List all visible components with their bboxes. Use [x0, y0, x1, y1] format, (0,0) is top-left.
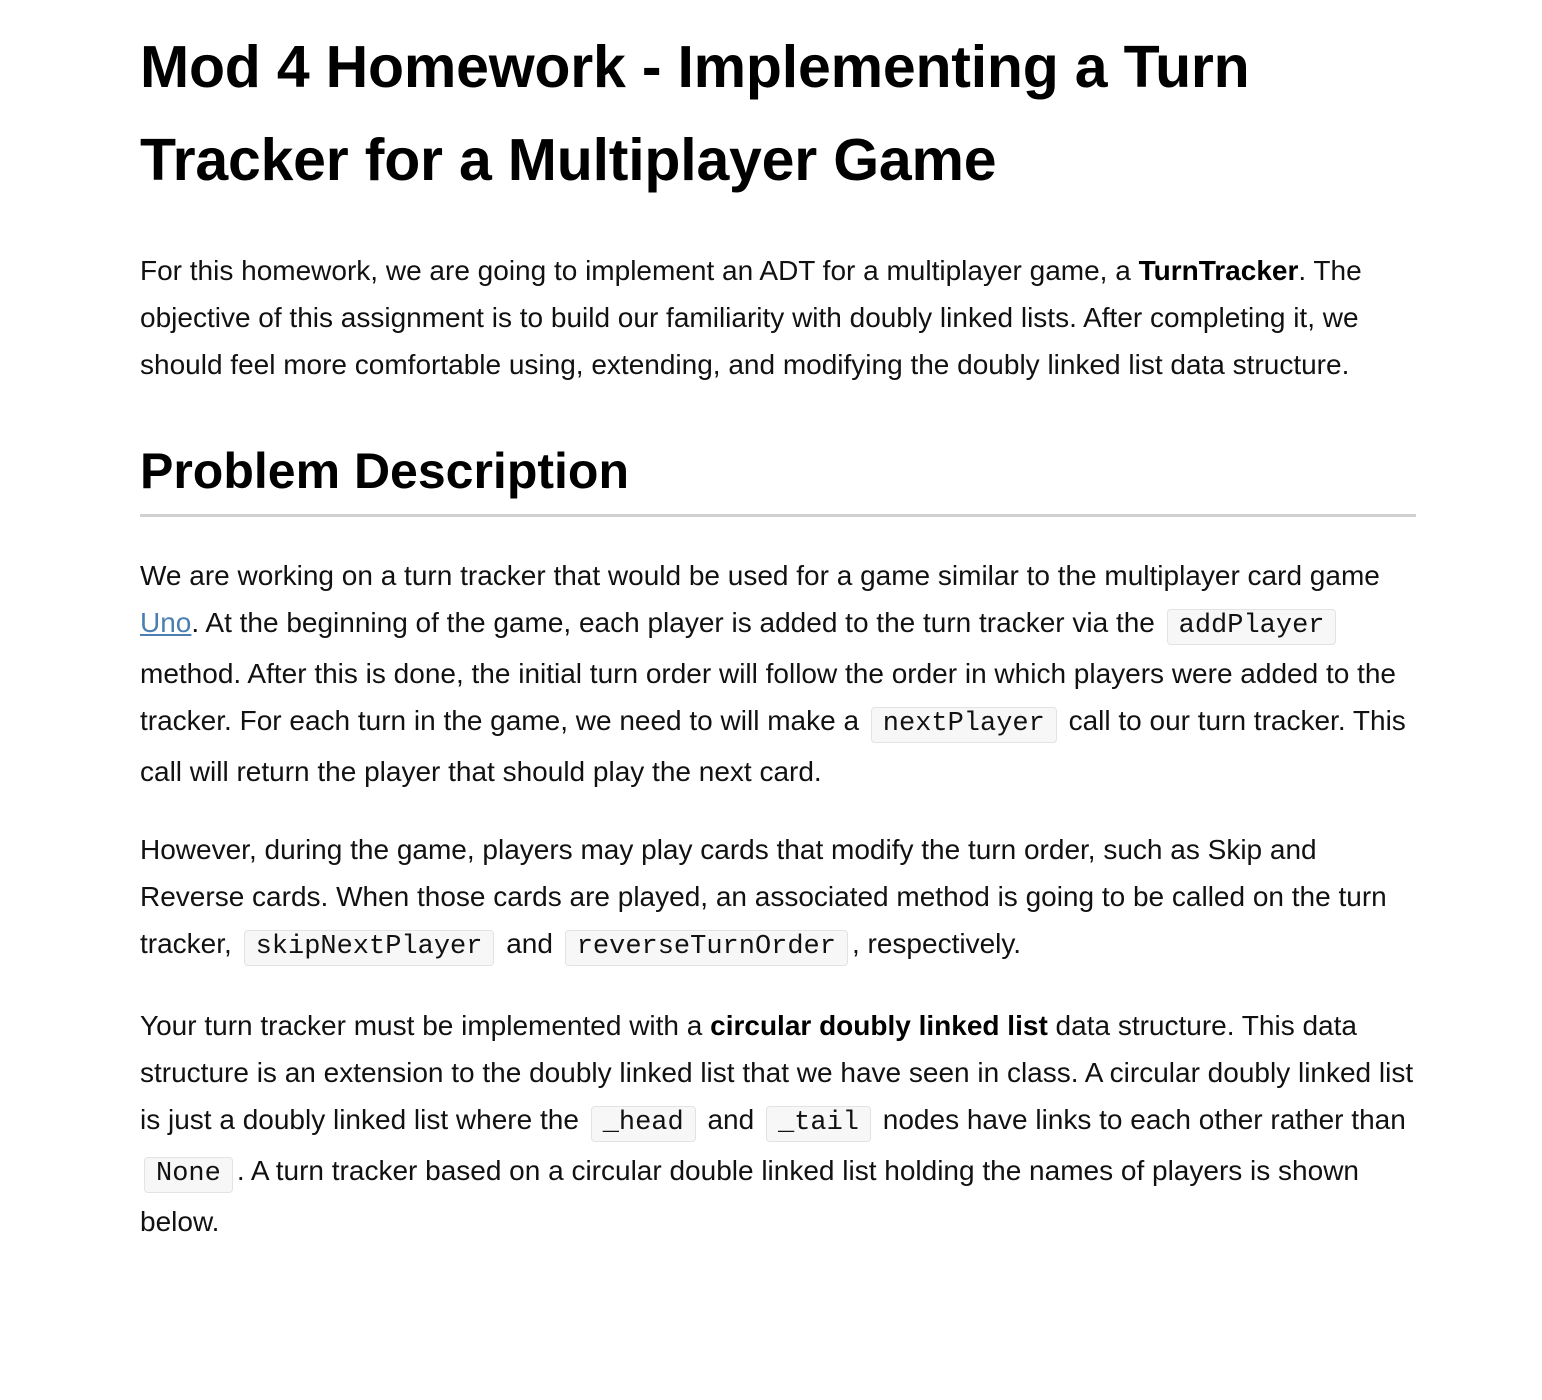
uno-link[interactable]: Uno	[140, 607, 192, 638]
p1-text-4: call to our turn tracker. This call will return the player that should play the next card.	[140, 705, 1406, 787]
code-nextplayer: nextPlayer	[871, 707, 1057, 743]
p1-text-1: We are working on a turn tracker that would be used for a game similar to the multiplayer card game	[140, 560, 1380, 591]
p2-text-3: , respectively.	[851, 928, 1022, 959]
problem-paragraph-1	[140, 552, 1416, 795]
intro-text-2: . The objective of this assignment is to build our familiarity with doubly linked lists. After completing it, we should feel more comfortable using, extending, and modifying the doubly linked list data structure.	[140, 255, 1362, 380]
p3-text-3: and	[699, 1104, 762, 1135]
problem-paragraph-3	[140, 1002, 1416, 1245]
page-title: Mod 4 Homework - Implementing a Turn Tracker for a Multiplayer Game	[140, 34, 1250, 193]
p3-text-5: . A turn tracker based on a circular double linked list holding the names of players is shown below.	[140, 1155, 1359, 1237]
bold-circular-dll: circular doubly linked list	[710, 1010, 1048, 1041]
intro-paragraph	[140, 247, 1416, 388]
intro-text-1: For this homework, we are going to implement an ADT for a multiplayer game, a	[140, 255, 1139, 286]
code-skipnextplayer: skipNextPlayer	[244, 930, 495, 966]
p3-text-1: Your turn tracker must be implemented with a	[140, 1010, 711, 1041]
code-reverseturnorder: reverseTurnOrder	[565, 930, 848, 966]
section-heading: Problem Description	[140, 441, 1416, 517]
p2-text-2: and	[498, 928, 561, 959]
code-none: None	[144, 1157, 233, 1193]
p3-text-4: nodes have links to each other rather than	[875, 1104, 1406, 1135]
p1-text-2: . At the beginning of the game, each player is added to the turn tracker via the	[191, 607, 1163, 638]
p3-text-2: data structure. This data structure is an extension to the doubly linked list that we have seen in class. A circular doubly linked list is just a doubly linked list where the	[140, 1010, 1414, 1135]
p1-text-3: method. After this is done, the initial turn order will follow the order in which players were added to the tracker. For each turn in the game, we need to will make a	[140, 658, 1396, 736]
p2-text-1: However, during the game, players may play cards that modify the turn order, such as Skip and Reverse cards. When those cards are played, an associated method is going to be called on the turn tracker,	[140, 834, 1387, 959]
adt-name: TurnTracker	[1138, 255, 1299, 286]
document-content	[140, 0, 1416, 1245]
code-head: _head	[591, 1106, 696, 1142]
problem-paragraph-2	[140, 826, 1416, 971]
code-tail: _tail	[766, 1106, 871, 1142]
code-addplayer: addPlayer	[1167, 609, 1337, 645]
